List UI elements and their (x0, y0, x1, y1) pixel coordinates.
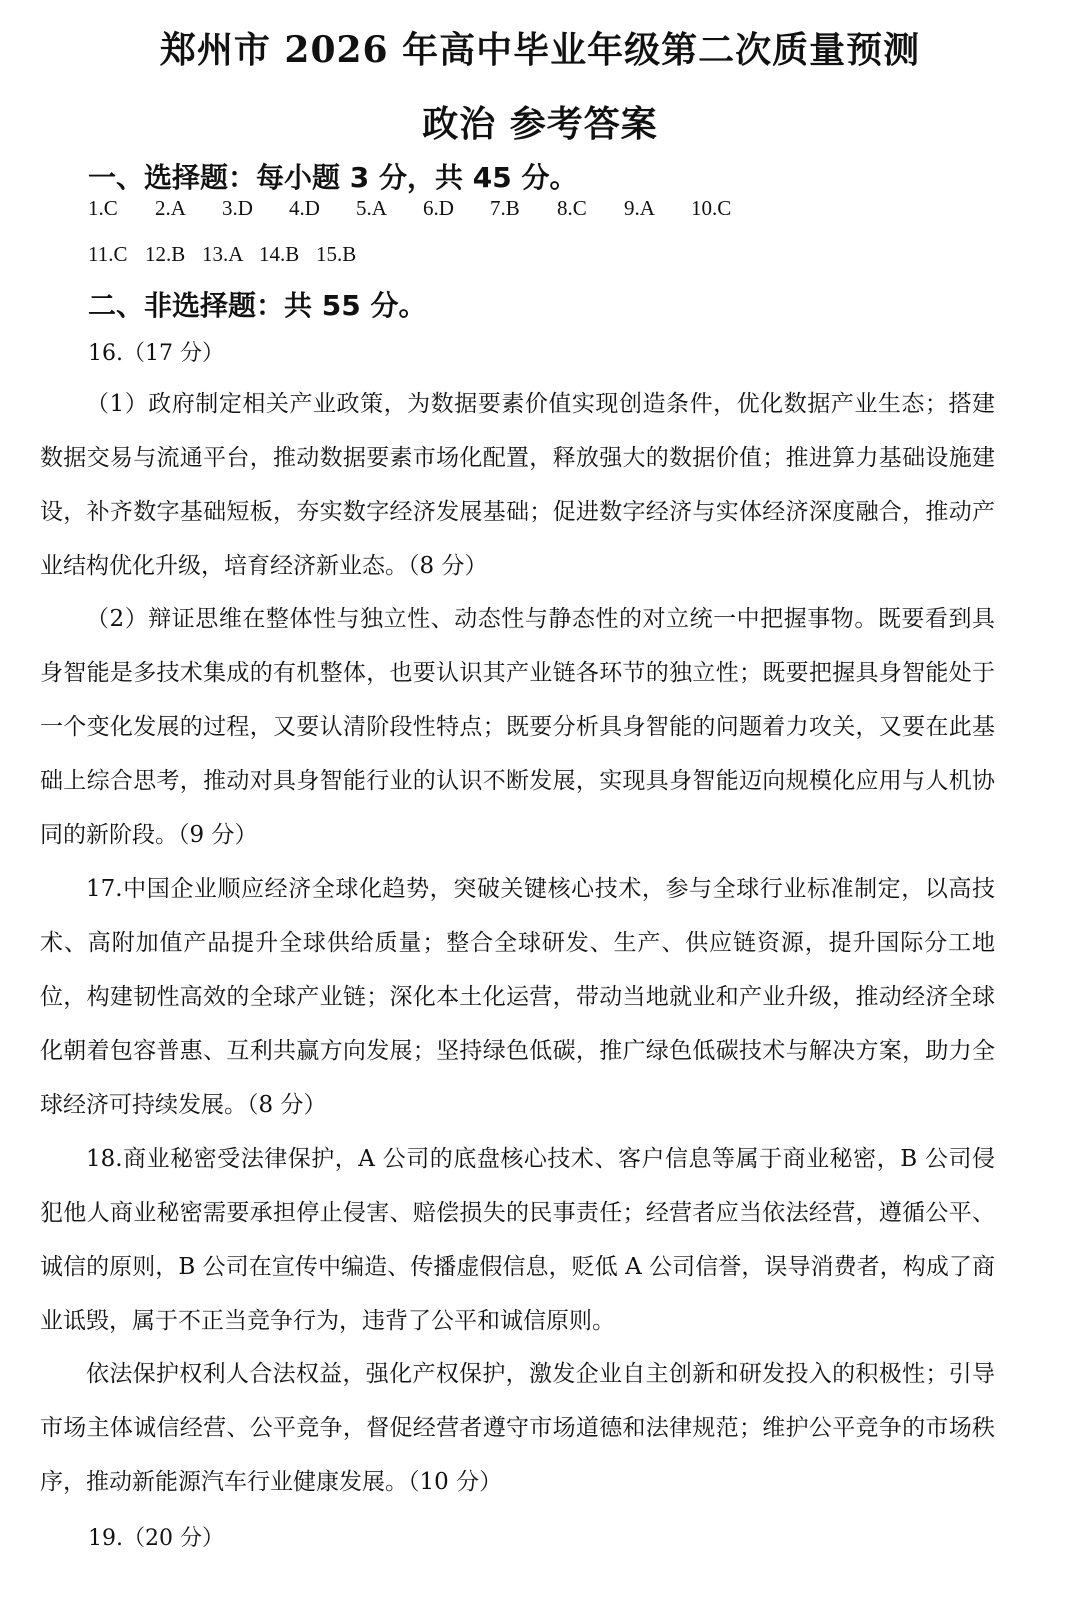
answer-item: 1.C (88, 196, 118, 220)
answer-item: 11.C (88, 242, 128, 266)
question-17-answer: 17.中国企业顺应经济全球化趋势，突破关键核心技术，参与全球行业标准制定，以高技术、高附加值产品提升全球供给质量；整合全球研发、生产、供应链资源，提升国际分工地位，构建韧性高效的全球产业链；深化本土化运营，带动当地就业和产业升级，推动经济全球化朝着包容普惠、互利共赢方向发展；坚持绿色低碳，推广绿色低碳技术与解决方案，助力全球经济可持续发展。（8 分） (40, 876, 995, 1118)
answers-row-2 (88, 242, 373, 267)
answer-item: 4.D (289, 196, 320, 220)
document-title: 郑州市 2026 年高中毕业年级第二次质量预测 (159, 29, 921, 71)
answer-item: 15.B (316, 242, 357, 266)
section-2-heading: 二、非选择题：共 55 分。 (88, 289, 427, 322)
question-18-answer-part-2: 依法保护权利人合法权益，强化产权保护，激发企业自主创新和研发投入的积极性；引导市场主体诚信经营、公平竞争，督促经营者遵守市场道德和法律规范；维护公平竞争的市场秩序，推动新能源汽车行业健康发展。（10 分） (40, 1361, 995, 1495)
answer-item: 8.C (557, 196, 587, 220)
answer-item: 6.D (423, 196, 454, 220)
question-16-label: 16.（17 分） (88, 341, 224, 366)
question-16-part-2: （2）辩证思维在整体性与独立性、动态性与静态性的对立统一中把握事物。既要看到具身智能是多技术集成的有机整体，也要认识其产业链各环节的独立性；既要把握具身智能处于一个变化发展的过程，又要认清阶段性特点；既要分析具身智能的问题着力攻关，又要在此基础上综合思考，推动对具身智能行业的认识不断发展，实现具身智能迈向规模化应用与人机协同的新阶段。（9 分） (40, 606, 995, 848)
answer-item: 10.C (691, 196, 732, 220)
answer-item: 12.B (145, 242, 186, 266)
answer-item: 14.B (259, 242, 300, 266)
answer-item: 13.A (202, 242, 244, 266)
question-16-part-1: （1）政府制定相关产业政策，为数据要素价值实现创造条件，优化数据产业生态；搭建数据交易与流通平台，推动数据要素市场化配置，释放强大的数据价值；推进算力基础设施建设，补齐数字基础短板，夯实数字经济发展基础；促进数字经济与实体经济深度融合，推动产业结构优化升级，培育经济新业态。（8 分） (40, 391, 995, 579)
answer-item: 7.B (490, 196, 520, 220)
answer-item: 9.A (624, 196, 655, 220)
answer-item: 3.D (222, 196, 253, 220)
answer-item: 5.A (356, 196, 387, 220)
section-1-heading: 一、选择题：每小题 3 分，共 45 分。 (88, 161, 578, 194)
question-18-answer-part-1: 18.商业秘密受法律保护，A 公司的底盘核心技术、客户信息等属于商业秘密，B 公司侵犯他人商业秘密需要承担停止侵害、赔偿损失的民事责任；经营者应当依法经营，遵循公平、诚信的原则，B 公司在宣传中编造、传播虚假信息，贬低 A 公司信誉，误导消费者，构成了商业诋毁，属于不正当竞争行为，违背了公平和诚信原则。 (40, 1146, 995, 1334)
document-subtitle: 政治 参考答案 (422, 103, 658, 145)
answers-row-1 (88, 196, 758, 221)
answer-item: 2.A (155, 196, 186, 220)
question-19-label: 19.（20 分） (88, 1526, 224, 1551)
